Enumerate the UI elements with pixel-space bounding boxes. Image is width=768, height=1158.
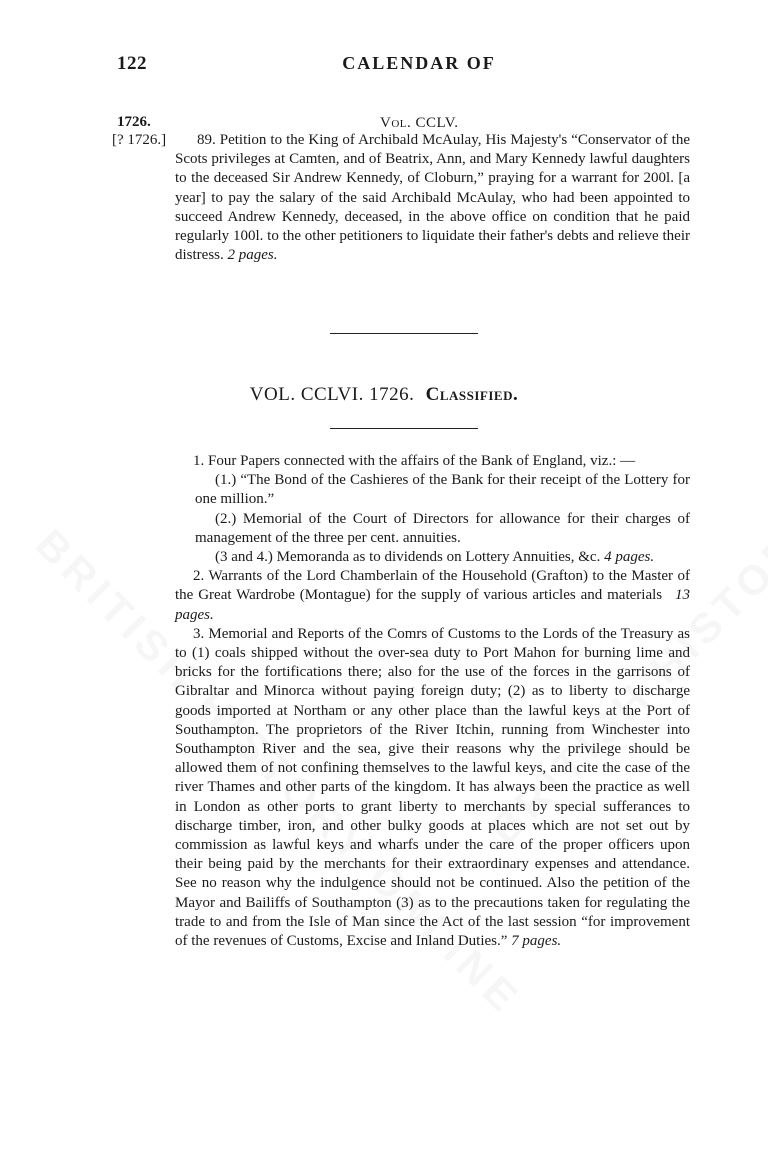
classified-entries (175, 452, 690, 951)
entry-89 (175, 131, 690, 265)
entry-89-text: 89. Petition to the King of Archibald McAulay, His Majesty's “Conservator of the Scots privileges at Camten, and of Beatrix, Ann, and Mary Kennedy lawful daughters to the deceased Sir Andrew Kennedy, of Cloburn,” praying for a warrant for 200l. [a year] to pay the salary of the said Archibald McAulay, who had been appointed to succeed Andrew Kennedy, deceased, in the above office on condition that he paid regularly 100l. to the other petitioners to liquidate their father's debts and relieve their distress. (175, 132, 690, 264)
divider-top (330, 333, 478, 334)
margin-year: 1726. (117, 114, 151, 130)
entry-89-pages: 2 pages. (227, 247, 278, 264)
volume-main-heading (0, 384, 768, 406)
item-1-sub-2: (2.) Memorial of the Court of Directors for allowance for their charges of management of the three per cent. annuities. (195, 510, 690, 546)
running-title: CALENDAR OF (342, 53, 496, 73)
margin-year-uncertain: [? 1726.] (112, 132, 167, 148)
item-1-sub-1: (1.) “The Bond of the Cashieres of the Bank for their receipt of the Lottery for one million.” (195, 472, 690, 508)
item-3-text: 3. Memorial and Reports of the Comrs of Customs to the Lords of the Treasury as to (1) coals shipped without the over-sea duty to Port Mahon for burning lime and bricks for the fortifications there; also for the use of the forces in the garrisons of Gibraltar and Minorca without paying foreign duty; (2) as to liberty to discharge goods imported at Northam or any other place than the lawful keys at the Port of Southampton. The proprietors of the River Itchin, running from Winchester into Southampton River and the sea, give their reasons why the privilege should be allowed them of not confining themselves to the lawful keys, and cite the case of the river Thames and other parts of the kingdom. It has always been the practice as well in London as other ports to grant liberty to merchants by special sufferances to discharge timber, iron, and other bulky goods at places which are not set out by commission as lawful keys and wharfs under the care of the proper officers upon their being paid by the merchants for their extraordinary expenses and attendance. See no reason why the indulgence should not be continued. Also the petition of the Mayor and Bailiffs of Southampton (3) as to the precautions taken for regulating the trade to and from the Isle of Man since the Act of the last session “for improvement of the revenues of Customs, Excise and Inland Duties.” (175, 625, 690, 950)
volume-heading: Vol. CCLV. (380, 115, 459, 131)
volume-classified-label: Classified. (425, 384, 519, 405)
item-2 (175, 567, 690, 625)
item-1-pages: 4 pages. (604, 549, 655, 566)
item-3 (175, 625, 690, 951)
item-2-text: 2. Warrants of the Lord Chamberlain of the Household (Grafton) to the Master of the Great Wardrobe (Montague) for the supply of various articles and materials (175, 568, 690, 604)
item-1-sub-3-text: (3 and 4.) Memoranda as to dividends on Lottery Annuities, &c. (215, 549, 601, 566)
item-1-sub-3 (175, 548, 690, 567)
item-2-pages: 13 pages. (175, 587, 690, 623)
volume-main-title: VOL. CCLVI. 1726. (249, 384, 415, 405)
item-3-pages: 7 pages. (511, 933, 562, 950)
divider-bottom (330, 428, 478, 429)
item-1-intro: 1. Four Papers connected with the affairs of the Bank of England, viz.: — (193, 453, 636, 469)
page-number: 122 (117, 53, 147, 74)
